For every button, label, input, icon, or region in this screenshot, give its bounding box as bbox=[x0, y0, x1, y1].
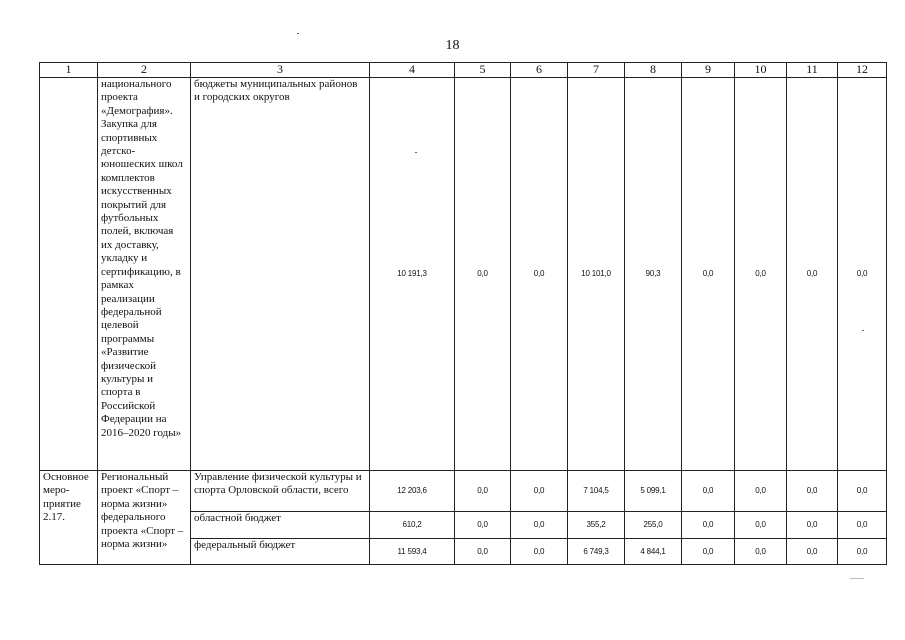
column-header: 4 bbox=[370, 63, 455, 78]
value-cell: 0,0 bbox=[511, 471, 568, 512]
column-header: 7 bbox=[568, 63, 625, 78]
value-cell: 4 844,1 bbox=[625, 539, 682, 565]
value-cell: 0,0 bbox=[838, 471, 887, 512]
funding-source-cell: бюджеты муниципальных районов и городских округов bbox=[191, 78, 370, 471]
column-header: 2 bbox=[98, 63, 191, 78]
table-row bbox=[40, 78, 887, 471]
value-cell: 0,0 bbox=[455, 471, 511, 512]
value-cell: 0,0 bbox=[455, 512, 511, 539]
value-cell: 0,0 bbox=[787, 471, 838, 512]
value-cell: 355,2 bbox=[568, 512, 625, 539]
scan-speck bbox=[862, 330, 864, 331]
value-cell: 6 749,3 bbox=[568, 539, 625, 565]
value-cell: 0,0 bbox=[682, 471, 735, 512]
value-cell: 12 203,6 bbox=[370, 471, 455, 512]
value-cell: 10 191,3 bbox=[370, 78, 455, 471]
value-cell: 11 593,4 bbox=[370, 539, 455, 565]
budget-table bbox=[39, 62, 887, 565]
event-number-cell: Основное меро-приятие 2.17. bbox=[40, 471, 98, 565]
page-number: 18 bbox=[445, 38, 460, 53]
value-cell: 0,0 bbox=[735, 78, 787, 471]
value-cell: 0,0 bbox=[682, 78, 735, 471]
funding-source-cell: Управление физической культуры и спорта Орловской области, всего bbox=[191, 471, 370, 512]
scan-speck bbox=[415, 152, 417, 153]
value-cell: 255,0 bbox=[625, 512, 682, 539]
value-cell: 0,0 bbox=[838, 512, 887, 539]
value-cell: 0,0 bbox=[787, 512, 838, 539]
value-cell: 0,0 bbox=[735, 471, 787, 512]
value-cell: 0,0 bbox=[787, 78, 838, 471]
value-cell: 610,2 bbox=[370, 512, 455, 539]
value-cell: 0,0 bbox=[682, 512, 735, 539]
value-cell: 0,0 bbox=[511, 78, 568, 471]
value-cell: 0,0 bbox=[511, 512, 568, 539]
header-row bbox=[40, 63, 887, 78]
value-cell: 5 099,1 bbox=[625, 471, 682, 512]
event-description-cell: национального проекта «Демография». Закупка для спортивных детско-юношеских школ комплектов искусственных покрытий для футбольных полей, включая их доставку, укладку и сертификацию, в рамках реализации федеральной целевой программы «Развитие физической культуры и спорта в Российской Федерации на 2016–2020 годы» bbox=[98, 78, 191, 471]
column-header: 5 bbox=[455, 63, 511, 78]
funding-source-cell: федеральный бюджет bbox=[191, 539, 370, 565]
column-header: 11 bbox=[787, 63, 838, 78]
scan-speck bbox=[297, 33, 299, 34]
value-cell: 10 101,0 bbox=[568, 78, 625, 471]
value-cell: 0,0 bbox=[455, 539, 511, 565]
table-row bbox=[40, 471, 887, 512]
value-cell: 0,0 bbox=[511, 539, 568, 565]
funding-source-cell: областной бюджет bbox=[191, 512, 370, 539]
value-cell: 0,0 bbox=[735, 539, 787, 565]
event-number-cell bbox=[40, 78, 98, 471]
column-header: 1 bbox=[40, 63, 98, 78]
event-description-cell: Региональный проект «Спорт – норма жизни» федерального проекта «Спорт – норма жизни» bbox=[98, 471, 191, 565]
value-cell: 0,0 bbox=[455, 78, 511, 471]
column-header: 3 bbox=[191, 63, 370, 78]
value-cell: 0,0 bbox=[682, 539, 735, 565]
value-cell: 0,0 bbox=[838, 78, 887, 471]
value-cell: 0,0 bbox=[787, 539, 838, 565]
value-cell: 7 104,5 bbox=[568, 471, 625, 512]
value-cell: 0,0 bbox=[735, 512, 787, 539]
column-header: 12 bbox=[838, 63, 887, 78]
column-header: 10 bbox=[735, 63, 787, 78]
value-cell: 90,3 bbox=[625, 78, 682, 471]
column-header: 8 bbox=[625, 63, 682, 78]
scan-speck bbox=[850, 578, 864, 579]
column-header: 9 bbox=[682, 63, 735, 78]
column-header: 6 bbox=[511, 63, 568, 78]
value-cell: 0,0 bbox=[838, 539, 887, 565]
